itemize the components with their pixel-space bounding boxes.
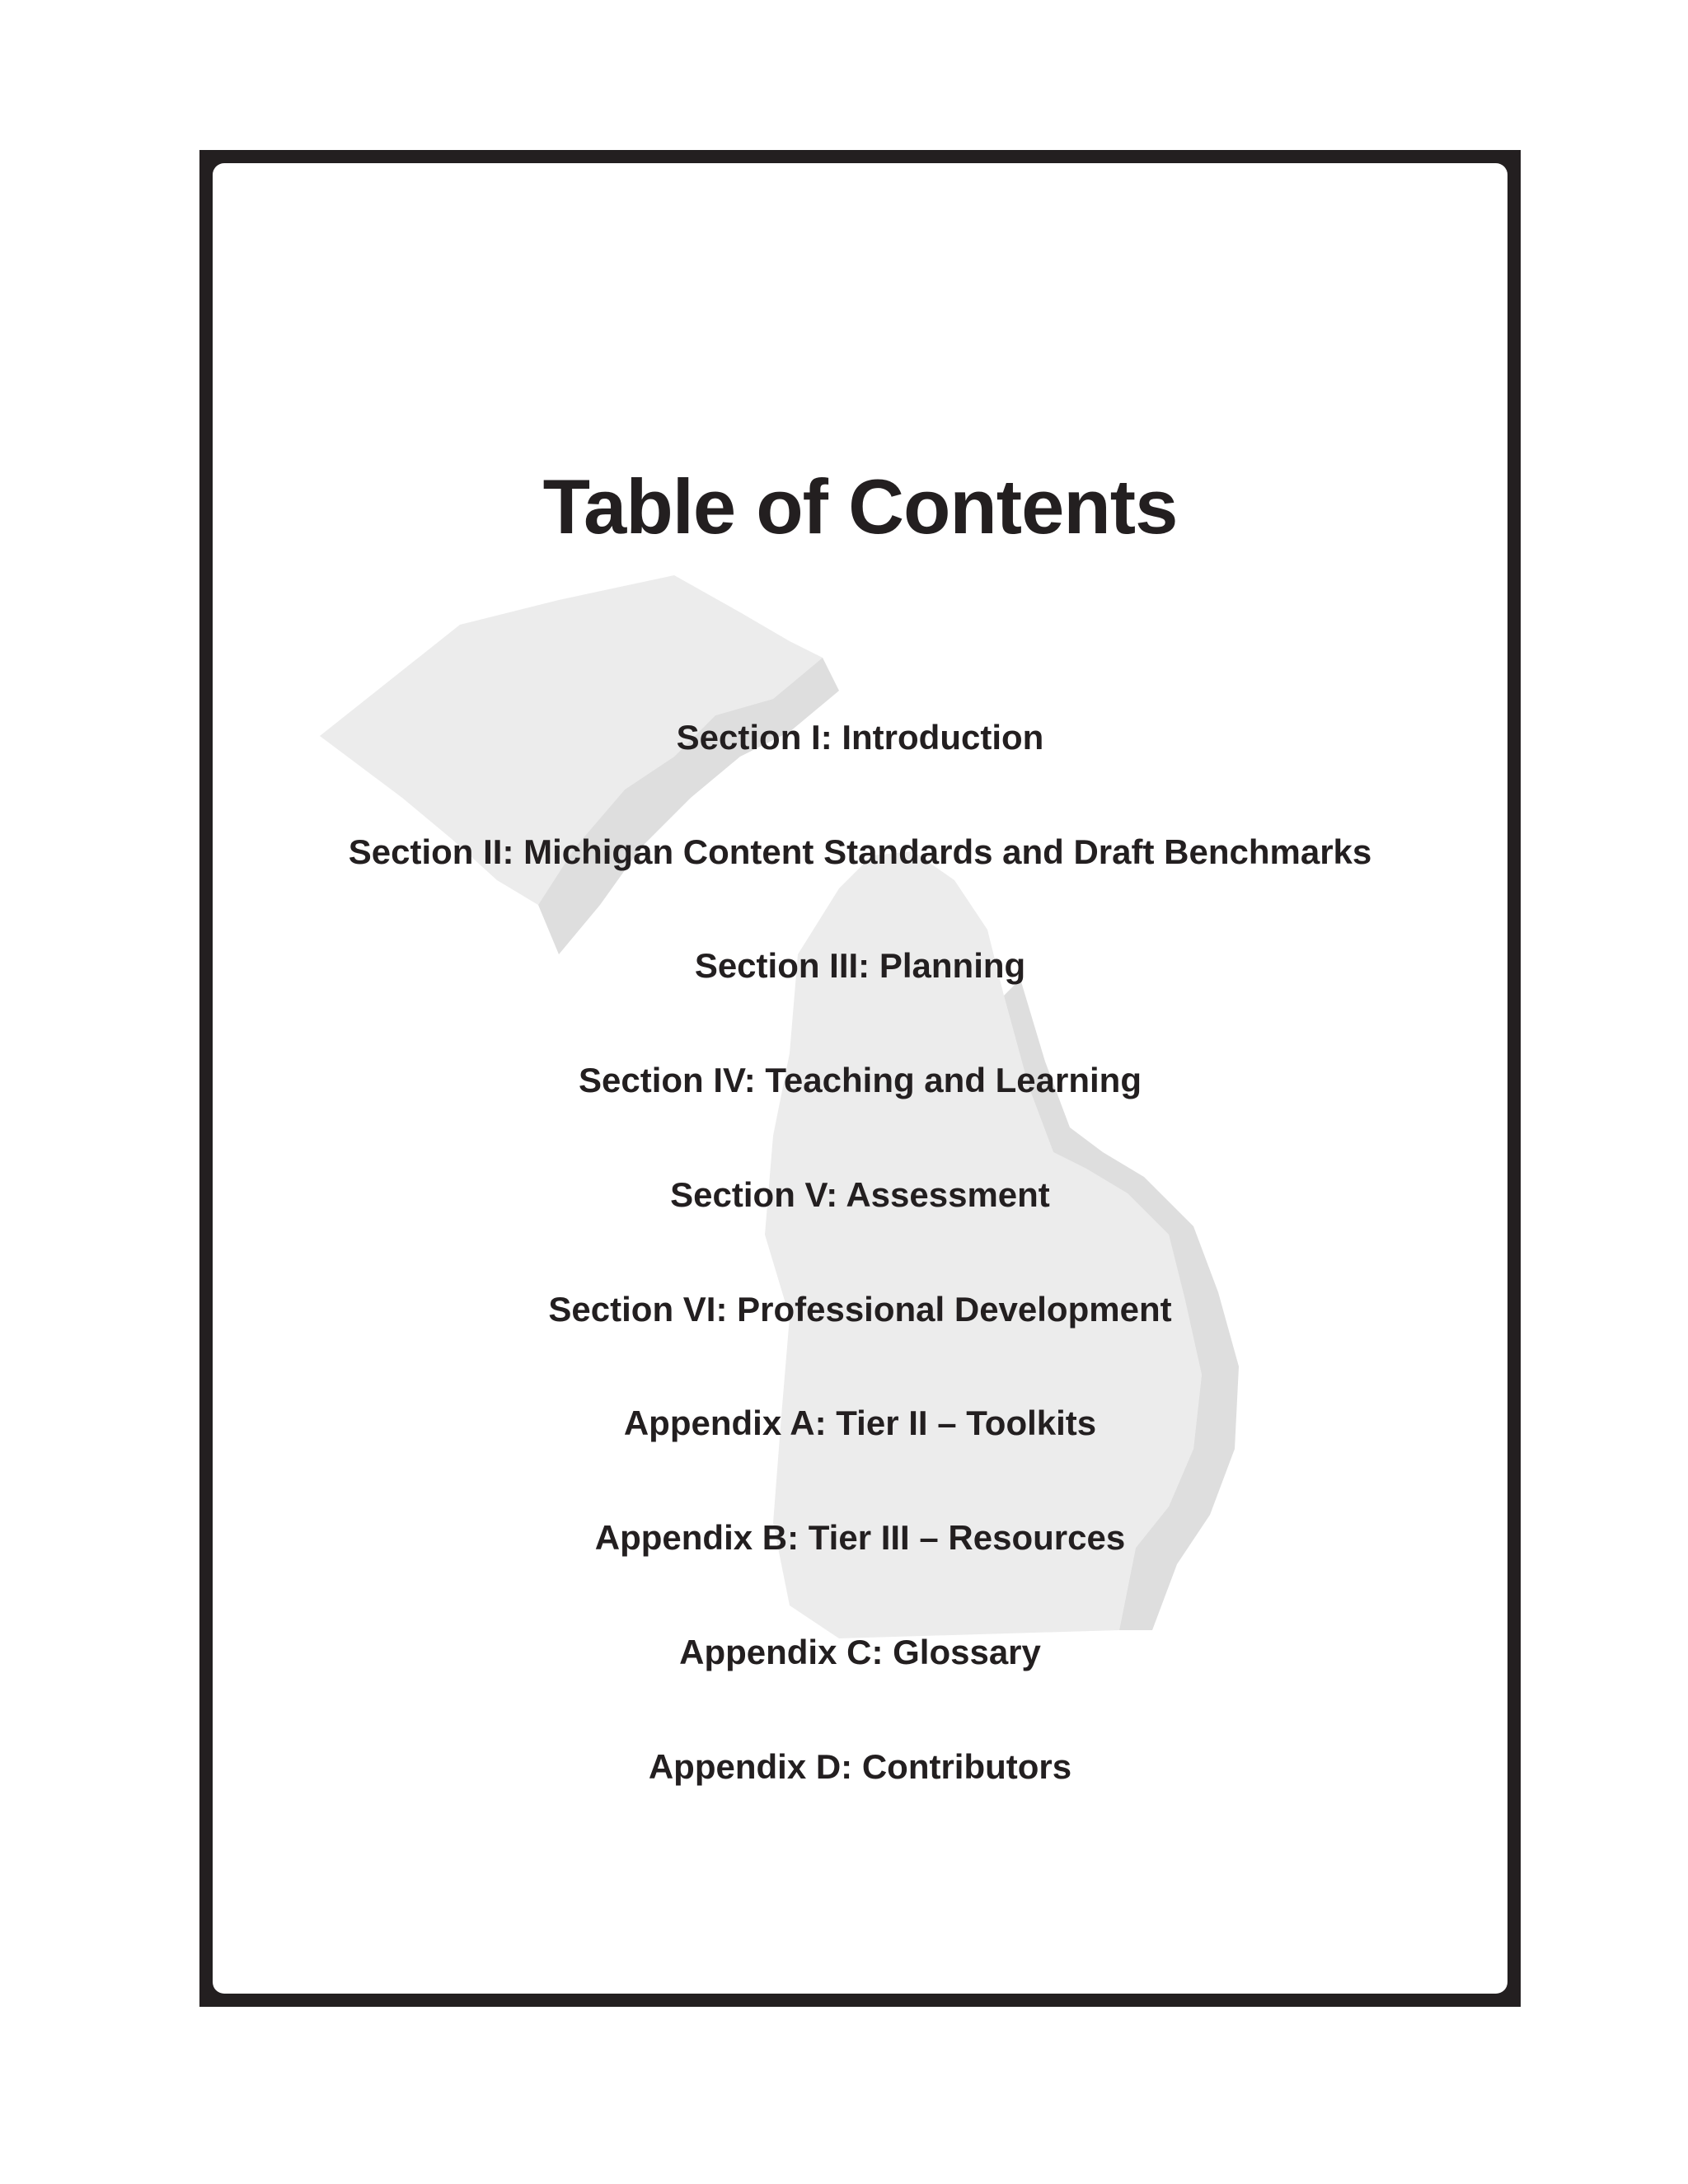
toc-item-section-1[interactable]: Section I: Introduction — [676, 718, 1044, 757]
toc-item-appendix-c[interactable]: Appendix C: Glossary — [679, 1633, 1041, 1671]
toc-item-appendix-b[interactable]: Appendix B: Tier III – Resources — [594, 1518, 1126, 1557]
toc-item-section-6[interactable]: Section VI: Professional Development — [548, 1290, 1172, 1329]
toc-item-appendix-a[interactable]: Appendix A: Tier II – Toolkits — [623, 1404, 1097, 1442]
toc-item-section-2[interactable]: Section II: Michigan Content Standards and Draft Benchmarks — [348, 832, 1372, 871]
page-frame — [199, 150, 1521, 2007]
page-content-area — [213, 163, 1507, 1994]
toc-item-appendix-d[interactable]: Appendix D: Contributors — [648, 1747, 1072, 1786]
toc-item-section-3[interactable]: Section III: Planning — [694, 946, 1026, 985]
toc-item-section-5[interactable]: Section V: Assessment — [670, 1175, 1050, 1214]
toc-item-section-4[interactable]: Section IV: Teaching and Learning — [579, 1061, 1142, 1099]
page-title: Table of Contents — [542, 463, 1178, 550]
